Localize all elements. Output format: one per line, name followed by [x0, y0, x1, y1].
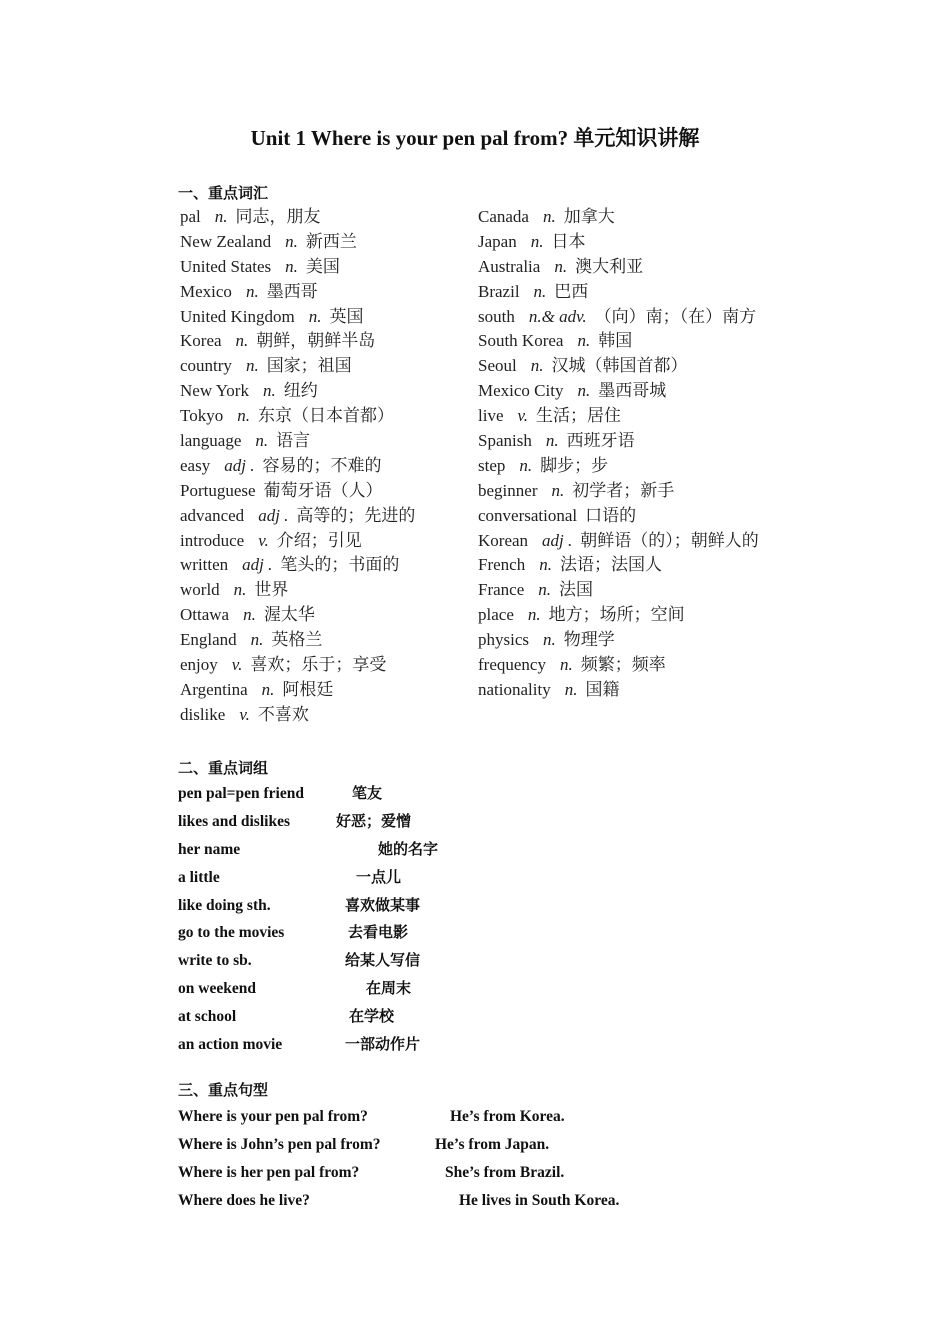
vocab-pos: n.	[285, 256, 298, 276]
vocab-row	[180, 603, 470, 628]
phrase-english: at school	[178, 1008, 237, 1026]
vocab-pos: n.	[214, 207, 228, 226]
vocab-word: Korean	[478, 530, 529, 550]
phrase-chinese: 笔友	[352, 784, 383, 802]
vocab-meaning: 笔头的；书面的	[280, 555, 400, 576]
vocab-row	[478, 255, 818, 280]
vocab-word: New Zealand	[180, 231, 272, 251]
phrase-row	[178, 808, 678, 836]
sentence-question: Where is your pen pal from?	[178, 1108, 368, 1125]
vocab-pos: n.	[233, 580, 247, 600]
vocab-pos: adj .	[224, 455, 255, 475]
phrase-chinese: 在学校	[349, 1007, 395, 1026]
sentences-heading: 三、重点句型	[178, 1081, 269, 1099]
vocab-pos: n.	[564, 679, 578, 699]
vocab-meaning: 新西兰	[305, 231, 357, 252]
vocab-meaning: 墨西哥	[266, 281, 318, 302]
vocab-row	[478, 329, 818, 354]
vocab-meaning: 初学者；新手	[572, 480, 675, 501]
vocab-pos: adj .	[258, 505, 289, 525]
vocab-word: easy	[180, 455, 211, 475]
vocab-word: Canada	[478, 207, 529, 226]
vocab-meaning: 东京（日本首都）	[257, 406, 394, 427]
vocab-row	[180, 529, 470, 554]
vocab-row	[180, 553, 470, 578]
vocab-meaning: 世界	[254, 580, 289, 601]
vocab-pos: n.	[542, 207, 556, 226]
phrase-english: go to the movies	[178, 924, 285, 942]
vocab-pos: n.	[551, 480, 565, 500]
vocab-meaning: 同志，朋友	[235, 207, 321, 227]
vocab-word: Japan	[478, 231, 517, 251]
vocab-word: enjoy	[180, 655, 218, 675]
vocab-row	[478, 454, 818, 479]
phrase-english: pen pal=pen friend	[178, 785, 304, 802]
vocab-meaning: 地方；场所；空间	[548, 605, 685, 626]
vocab-row	[478, 230, 818, 255]
vocab-meaning: 容易的；不难的	[262, 455, 382, 476]
vocab-word: beginner	[478, 480, 538, 500]
vocab-word: South Korea	[478, 331, 564, 351]
vocab-pos: n.	[533, 281, 547, 301]
vocab-row	[478, 553, 818, 578]
vocab-row	[478, 354, 818, 379]
vocab-row	[180, 454, 470, 479]
vocab-meaning: 不喜欢	[257, 704, 309, 725]
vocab-meaning: 巴西	[554, 281, 589, 302]
vocab-row	[180, 653, 470, 678]
vocab-left-column	[180, 205, 470, 728]
vocab-row	[180, 429, 470, 454]
vocab-row	[478, 578, 818, 603]
vocab-word: written	[180, 555, 229, 575]
vocab-meaning: 频繁；频率	[580, 655, 666, 676]
vocab-word: Spanish	[478, 431, 532, 451]
vocab-row	[180, 628, 470, 653]
vocab-row	[478, 479, 818, 504]
vocab-meaning: 纽约	[283, 381, 318, 402]
phrase-english: likes and dislikes	[178, 812, 290, 830]
sentence-question: Where does he live?	[178, 1191, 310, 1209]
vocab-pos: n.	[235, 331, 249, 351]
vocab-row	[180, 255, 470, 280]
vocab-pos: n.& adv.	[528, 306, 587, 326]
vocab-row	[478, 678, 818, 703]
phrase-list	[178, 780, 678, 1059]
vocab-row	[180, 504, 470, 529]
vocab-word: step	[478, 455, 506, 475]
phrase-english: a little	[178, 868, 220, 886]
vocab-row	[478, 504, 818, 529]
sentence-row	[178, 1103, 778, 1131]
vocab-meaning: 法国	[559, 580, 594, 601]
vocab-word: advanced	[180, 505, 245, 525]
vocab-pos: n.	[262, 381, 276, 401]
vocab-meaning: 英格兰	[271, 630, 323, 651]
vocab-row	[478, 404, 818, 429]
vocab-word: Mexico	[180, 281, 232, 301]
vocab-right-column	[478, 205, 818, 703]
vocab-word: France	[478, 580, 525, 600]
sentence-question: Where is her pen pal from?	[178, 1163, 360, 1181]
vocab-row	[180, 280, 470, 305]
vocab-pos: n.	[285, 231, 298, 251]
vocab-meaning: 法语；法国人	[559, 555, 662, 576]
vocab-row	[478, 529, 818, 554]
phrase-row	[178, 864, 678, 892]
sentence-answer: He’s from Korea.	[450, 1108, 565, 1125]
vocab-row	[180, 230, 470, 255]
vocab-row	[478, 205, 818, 230]
phrase-row	[178, 780, 678, 808]
phrase-english: write to sb.	[178, 952, 252, 970]
vocab-word: physics	[478, 630, 529, 650]
vocab-pos: n.	[559, 655, 573, 675]
vocab-meaning: 澳大利亚	[575, 256, 644, 277]
phrase-chinese: 她的名字	[378, 839, 439, 858]
phrase-row	[178, 975, 678, 1003]
page-title: Unit 1 Where is your pen pal from? 单元知识讲解	[250, 126, 700, 150]
vocab-pos: n.	[530, 231, 544, 251]
vocab-pos: v.	[517, 406, 529, 426]
phrase-chinese: 在周末	[366, 979, 412, 998]
vocab-word: Seoul	[478, 356, 517, 376]
vocab-meaning: 介绍；引见	[276, 530, 362, 551]
vocab-row	[180, 205, 470, 230]
phrases-heading: 二、重点词组	[178, 759, 269, 777]
vocab-heading: 一、重点词汇	[178, 184, 269, 202]
sentence-question: Where is John’s pen pal from?	[178, 1135, 381, 1153]
vocab-word: New York	[180, 381, 249, 401]
vocab-word: language	[180, 431, 242, 451]
vocab-word: United States	[180, 256, 272, 276]
vocab-row	[478, 603, 818, 628]
phrase-english: an action movie	[178, 1036, 283, 1054]
vocab-pos: n.	[250, 630, 264, 650]
vocab-word: Brazil	[478, 281, 520, 301]
vocab-pos: n.	[237, 406, 250, 426]
vocab-pos: n.	[245, 356, 259, 376]
sentence-row	[178, 1159, 778, 1187]
vocab-meaning: 英国	[329, 306, 364, 327]
vocab-word: Portuguese	[180, 480, 256, 500]
vocab-word: pal	[180, 207, 201, 226]
vocab-pos: n.	[554, 256, 568, 276]
vocab-row	[478, 305, 818, 330]
phrase-row	[178, 836, 678, 864]
vocab-pos: n.	[255, 431, 269, 451]
vocab-pos: v.	[239, 704, 250, 724]
phrase-chinese: 一点儿	[356, 867, 402, 886]
vocab-row	[478, 653, 818, 678]
vocab-word: United Kingdom	[180, 306, 295, 326]
vocab-pos: n.	[577, 381, 591, 401]
phrase-english: like doing sth.	[178, 896, 271, 914]
vocab-word: place	[478, 605, 514, 625]
vocab-meaning: 朝鲜语（的）；朝鲜人的	[580, 530, 759, 551]
vocab-row	[478, 379, 818, 404]
vocab-pos: v.	[231, 655, 243, 675]
vocab-meaning: 汉城（韩国首都）	[551, 356, 688, 377]
vocab-word: Argentina	[180, 679, 248, 699]
vocab-meaning: 韩国	[598, 331, 633, 352]
vocab-meaning: 美国	[305, 256, 340, 277]
vocab-meaning: 加拿大	[563, 207, 615, 227]
vocab-meaning: 日本	[551, 231, 586, 252]
vocab-word: world	[180, 580, 220, 600]
vocab-meaning: 生活；居住	[536, 406, 622, 427]
sentence-row	[178, 1131, 778, 1159]
vocab-pos: adj .	[242, 555, 273, 575]
vocab-pos: n.	[577, 331, 591, 351]
vocab-pos: n.	[519, 455, 533, 475]
vocab-word: French	[478, 555, 526, 575]
vocab-row	[180, 578, 470, 603]
vocab-word: introduce	[180, 530, 245, 550]
sentence-answer: He lives in South Korea.	[459, 1191, 620, 1209]
phrase-english: on weekend	[178, 980, 256, 998]
vocab-word: nationality	[478, 679, 551, 699]
phrase-chinese: 一部动作片	[345, 1035, 421, 1054]
vocab-row	[180, 678, 470, 703]
vocab-meaning: 渥太华	[263, 605, 315, 626]
vocab-row	[180, 703, 470, 728]
vocab-meaning: 喜欢；乐于；享受	[250, 655, 387, 676]
vocab-word: south	[478, 306, 515, 326]
vocab-meaning: 脚步；步	[540, 455, 609, 476]
vocab-row	[478, 280, 818, 305]
phrase-chinese: 去看电影	[348, 923, 409, 942]
vocab-word: Korea	[180, 331, 222, 351]
vocab-meaning: 墨西哥城	[598, 381, 667, 402]
vocab-pos: n.	[543, 630, 556, 650]
vocab-pos: adj .	[542, 530, 573, 550]
vocab-word: Mexico City	[478, 381, 564, 401]
vocab-row	[180, 479, 470, 504]
vocab-pos: n.	[538, 580, 552, 600]
sentence-answer: He’s from Japan.	[435, 1135, 550, 1153]
phrase-chinese: 好恶；爱憎	[336, 811, 412, 830]
vocab-word: conversational	[478, 505, 578, 525]
phrase-chinese: 给某人写信	[345, 951, 421, 970]
vocab-meaning: 西班牙语	[566, 431, 635, 452]
sentence-row	[178, 1187, 778, 1215]
vocab-word: country	[180, 356, 232, 376]
vocab-meaning: 阿根廷	[282, 679, 334, 700]
vocab-pos: n.	[545, 431, 559, 451]
phrase-english: her name	[178, 840, 241, 858]
vocab-meaning: 口语的	[585, 505, 637, 526]
vocab-pos: n.	[245, 281, 259, 301]
vocab-word: Tokyo	[180, 406, 224, 426]
sentence-list	[178, 1103, 778, 1215]
vocab-word: live	[478, 406, 504, 426]
phrase-row	[178, 1003, 678, 1031]
vocab-meaning: （向）南；（在）南方	[594, 306, 757, 327]
vocab-word: England	[180, 630, 237, 650]
vocab-meaning: 高等的；先进的	[296, 505, 416, 526]
vocab-word: Australia	[478, 256, 541, 276]
vocab-meaning: 国籍	[585, 679, 620, 700]
vocab-meaning: 语言	[276, 431, 311, 452]
vocab-row	[478, 429, 818, 454]
phrase-row	[178, 947, 678, 975]
vocab-pos: n.	[243, 605, 256, 625]
phrase-chinese: 喜欢做某事	[345, 895, 421, 914]
vocab-word: Ottawa	[180, 605, 230, 625]
sentence-answer: She’s from Brazil.	[445, 1163, 565, 1181]
vocab-pos: n.	[261, 679, 275, 699]
vocab-pos: n.	[308, 306, 322, 326]
vocab-word: frequency	[478, 655, 546, 675]
phrase-row	[178, 1031, 678, 1059]
vocab-meaning: 葡萄牙语（人）	[263, 480, 383, 501]
vocab-meaning: 朝鲜，朝鲜半岛	[256, 331, 376, 352]
vocab-row	[478, 628, 818, 653]
phrase-row	[178, 892, 678, 920]
vocab-row	[180, 329, 470, 354]
vocab-row	[180, 404, 470, 429]
vocab-pos: v.	[258, 530, 269, 550]
vocab-row	[180, 305, 470, 330]
vocab-pos: n.	[539, 555, 552, 575]
vocab-pos: n.	[530, 356, 544, 376]
phrase-row	[178, 919, 678, 947]
vocab-meaning: 国家；祖国	[266, 356, 352, 377]
vocab-row	[180, 379, 470, 404]
vocab-pos: n.	[527, 605, 541, 625]
vocab-word: dislike	[180, 704, 226, 724]
vocab-row	[180, 354, 470, 379]
vocab-meaning: 物理学	[563, 630, 615, 651]
